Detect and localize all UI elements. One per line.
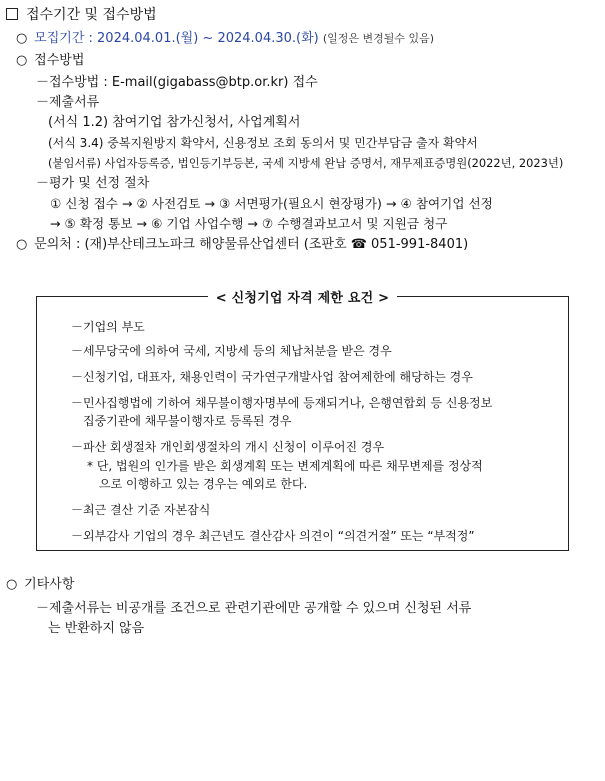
- restriction-item: －파산 회생절차 개인회생절차의 개시 신청이 이루어진 경우: [71, 440, 385, 454]
- restriction-item: －세무당국에 의하여 국세, 지방세 등의 체납처분을 받은 경우: [71, 344, 392, 358]
- other-line-1: －제출서류는 비공개를 조건으로 관련기관에만 공개할 수 있으며 신청된 서류: [36, 601, 472, 616]
- method-heading-row: [16, 52, 84, 70]
- bullet-icon: ○: [16, 53, 28, 68]
- other-heading-row: [6, 576, 74, 594]
- restriction-item-cont: 집중기관에 채무불이행자로 등록된 경우: [83, 414, 292, 428]
- other-line-2: 는 반환하지 않음: [48, 621, 145, 636]
- section-heading: 접수기간 및 접수방법: [6, 6, 157, 24]
- restriction-item: －외부감사 기업의 경우 최근년도 결산감사 의견이 “의견거절” 또는 “부적정”: [71, 529, 475, 543]
- contact-row: [16, 236, 468, 254]
- contact-phone: 051-991-8401): [371, 237, 469, 252]
- period-row: [16, 30, 434, 48]
- period-label: 모집기간 :: [34, 31, 93, 46]
- docs-heading: －제출서류: [36, 95, 100, 110]
- restriction-item: －민사집행법에 기하여 채무불이행자명부에 등재되거나, 은행연합회 등 신용정보: [71, 396, 493, 410]
- other-heading: 기타사항: [24, 577, 75, 592]
- docs-item: (서식 3.4) 중복지원방지 확약서, 신용정보 조회 동의서 및 민간부담금 출자 확약서: [48, 136, 478, 150]
- period-note: (일정은 변경될수 있음): [322, 32, 435, 45]
- restriction-box: [36, 291, 569, 551]
- eval-heading: －평가 및 선정 절차: [36, 176, 150, 191]
- restriction-item: －최근 결산 기준 자본잠식: [71, 503, 211, 517]
- restriction-item: －신청기업, 대표자, 채용인력이 국가연구개발사업 참여제한에 해당하는 경우: [71, 370, 473, 384]
- eval-steps-line-1: ① 신청 접수 → ② 사전검토 → ③ 서면평가(필요시 현장평가) → ④ 참여기업 선정: [50, 196, 493, 211]
- phone-icon: ☎: [350, 237, 367, 252]
- bullet-icon: ○: [6, 577, 18, 592]
- method-heading: 접수방법: [34, 53, 85, 68]
- restriction-note-cont: 으로 이행하고 있는 경우는 예외로 한다.: [99, 477, 308, 491]
- restriction-box-title: < 신청기업 자격 제한 요건 >: [37, 287, 568, 306]
- checkbox-square-icon: [6, 8, 18, 20]
- bullet-icon: ○: [16, 237, 28, 252]
- bullet-icon: ○: [16, 31, 28, 46]
- contact-label: 문의처 : (재)부산테크노파크 해양물류산업센터 (조판호: [34, 237, 347, 252]
- restriction-note: * 단, 법원의 인가를 받은 회생계획 또는 변제계획에 따른 채무변제를 정상적: [87, 459, 483, 473]
- restriction-item: －기업의 부도: [71, 320, 145, 334]
- docs-item: (붙임서류) 사업자등록증, 법인등기부등본, 국세 지방세 완납 증명서, 재무제표증명원(2022년, 2023년): [48, 156, 564, 170]
- period-value: 2024.04.01.(월) ~ 2024.04.30.(화): [97, 31, 319, 46]
- eval-steps-line-2: → ⑤ 확정 통보 → ⑥ 기업 사업수행 → ⑦ 수행결과보고서 및 지원금 청구: [50, 216, 448, 231]
- docs-item: (서식 1.2) 참여기업 참가신청서, 사업계획서: [48, 115, 301, 130]
- method-line: －접수방법 : E-mail(gigabass@btp.or.kr) 접수: [36, 75, 318, 90]
